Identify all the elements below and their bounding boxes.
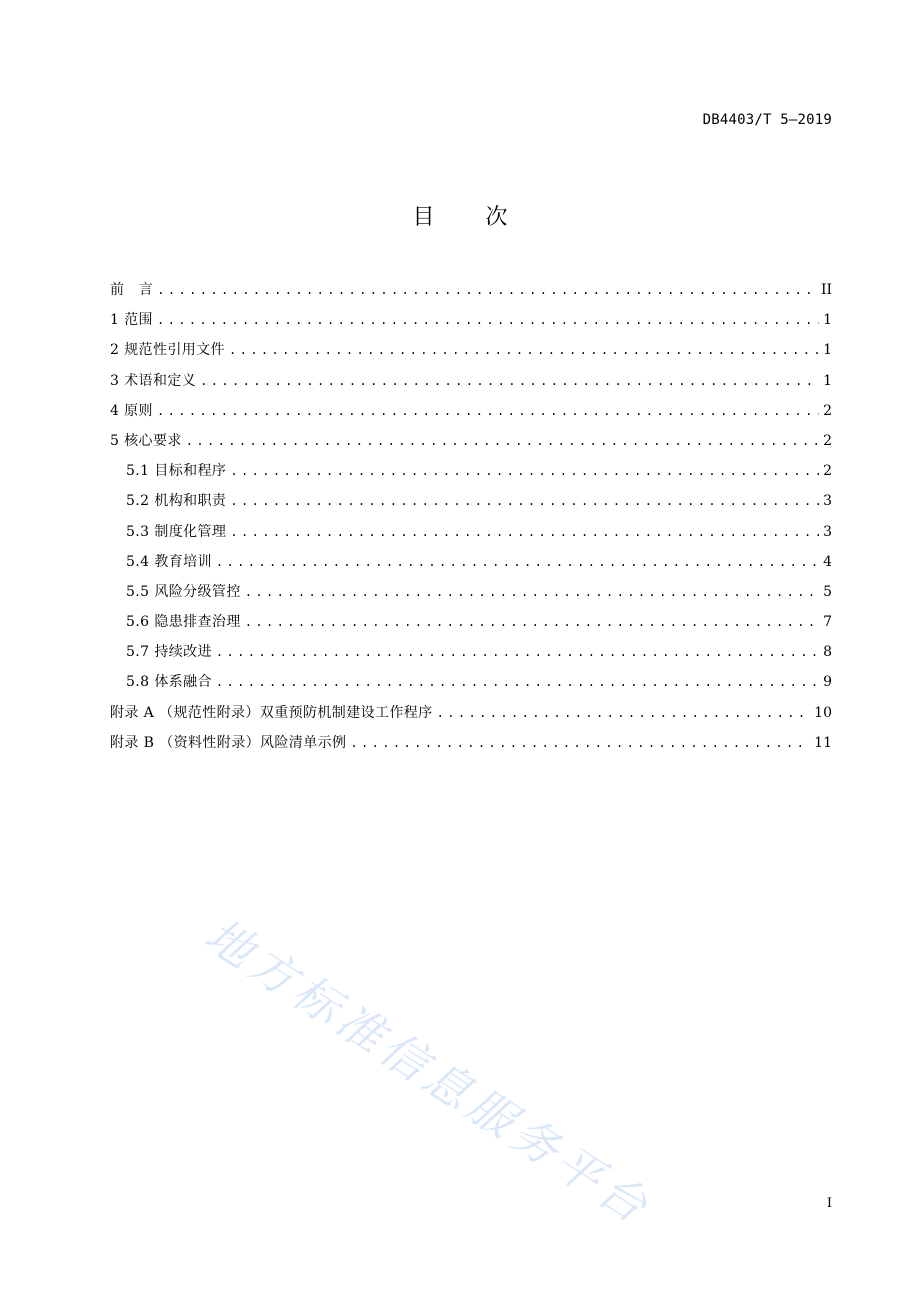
toc-entry-label: 5.2 机构和职责 bbox=[126, 493, 227, 510]
watermark: 地方标准信息服务平台 bbox=[195, 907, 662, 1237]
toc-entry-5-5[interactable] bbox=[110, 580, 832, 610]
toc-entry-scope[interactable] bbox=[110, 308, 832, 338]
toc-entry-label: 5.1 目标和程序 bbox=[126, 463, 227, 480]
toc-entry-label: 5.4 教育培训 bbox=[126, 553, 212, 570]
toc-entry-label: 5 核心要求 bbox=[110, 432, 182, 449]
toc-dot-leader bbox=[230, 520, 819, 544]
toc-entry-5-7[interactable] bbox=[110, 640, 832, 670]
toc-entry-5-2[interactable] bbox=[110, 489, 832, 519]
toc-dot-leader bbox=[216, 550, 819, 574]
toc-entry-page: 10 bbox=[814, 704, 832, 721]
toc-dot-leader bbox=[200, 369, 819, 393]
toc-entry-appendix-a[interactable] bbox=[110, 701, 832, 731]
toc-entry-appendix-b[interactable] bbox=[110, 731, 832, 761]
page-number: I bbox=[826, 1196, 832, 1211]
toc-entry-label: 前 言 bbox=[110, 282, 154, 298]
toc-entry-page: 2 bbox=[823, 463, 832, 480]
toc-dot-leader bbox=[437, 701, 811, 725]
toc-dot-leader bbox=[230, 489, 819, 513]
toc-entry-5-8[interactable] bbox=[110, 670, 832, 700]
toc-entry-page: 1 bbox=[823, 342, 832, 359]
toc-entry-label: 1 范围 bbox=[110, 312, 153, 329]
toc-entry-normative-references[interactable] bbox=[110, 338, 832, 368]
toc-title: 目 次 bbox=[412, 205, 530, 230]
toc-entry-5-3[interactable] bbox=[110, 520, 832, 550]
toc-dot-leader bbox=[216, 640, 819, 664]
toc-entry-page: 4 bbox=[823, 553, 832, 570]
table-of-contents bbox=[110, 278, 832, 761]
toc-entry-page: 1 bbox=[823, 312, 832, 329]
toc-entry-label: 5.7 持续改进 bbox=[126, 644, 212, 661]
toc-entry-label: 5.6 隐患排查治理 bbox=[126, 614, 241, 631]
toc-entry-page: 2 bbox=[823, 432, 832, 449]
toc-entry-label: 5.8 体系融合 bbox=[126, 674, 212, 691]
toc-dot-leader bbox=[350, 731, 810, 755]
toc-entry-5-1[interactable] bbox=[110, 459, 832, 489]
toc-entry-page: II bbox=[820, 282, 832, 298]
toc-dot-leader bbox=[157, 399, 819, 423]
toc-entry-5-6[interactable] bbox=[110, 610, 832, 640]
toc-entry-label: 2 规范性引用文件 bbox=[110, 342, 225, 359]
toc-entry-page: 11 bbox=[814, 734, 832, 751]
toc-dot-leader bbox=[157, 278, 817, 302]
toc-dot-leader bbox=[230, 459, 819, 483]
document-code: DB4403/T 5—2019 bbox=[702, 112, 832, 128]
toc-entry-label: 5.5 风险分级管控 bbox=[126, 583, 241, 600]
toc-entry-page: 5 bbox=[823, 583, 832, 600]
toc-entry-page: 3 bbox=[823, 493, 832, 510]
toc-entry-page: 7 bbox=[823, 614, 832, 631]
toc-dot-leader bbox=[216, 670, 819, 694]
toc-entry-page: 3 bbox=[823, 523, 832, 540]
toc-entry-5-4[interactable] bbox=[110, 550, 832, 580]
toc-entry-terms-definitions[interactable] bbox=[110, 369, 832, 399]
toc-entry-page: 1 bbox=[823, 372, 832, 389]
toc-entry-page: 9 bbox=[823, 674, 832, 691]
toc-entry-foreword[interactable] bbox=[110, 278, 832, 308]
toc-entry-principles[interactable] bbox=[110, 399, 832, 429]
toc-entry-page: 2 bbox=[823, 402, 832, 419]
toc-dot-leader bbox=[157, 308, 819, 332]
toc-entry-label: 附录 A （规范性附录）双重预防机制建设工作程序 bbox=[110, 704, 433, 721]
toc-dot-leader bbox=[245, 580, 819, 604]
toc-entry-label: 4 原则 bbox=[110, 402, 153, 419]
toc-entry-core-requirements[interactable] bbox=[110, 429, 832, 459]
toc-dot-leader bbox=[186, 429, 819, 453]
toc-entry-label: 5.3 制度化管理 bbox=[126, 523, 227, 540]
toc-entry-label: 附录 B （资料性附录）风险清单示例 bbox=[110, 734, 347, 751]
toc-dot-leader bbox=[229, 338, 819, 362]
toc-dot-leader bbox=[245, 610, 819, 634]
toc-entry-page: 8 bbox=[823, 644, 832, 661]
toc-entry-label: 3 术语和定义 bbox=[110, 372, 197, 389]
